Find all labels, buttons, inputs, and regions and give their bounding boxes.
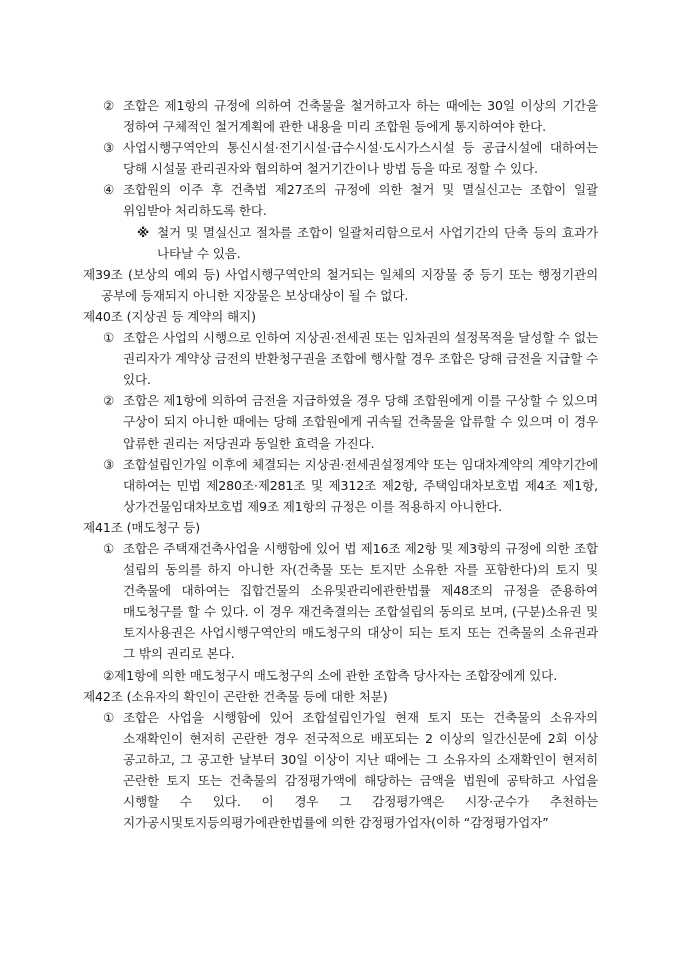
- clause-paragraph: [83, 707, 598, 834]
- paragraph-text: 조합은 제1항에 의하여 금전을 지급하였을 경우 당해 조합원에게 이를 구상할 수 있으며 구상이 되지 아니한 때에는 당해 조합원에게 귀속될 건축물을 압류할 수 있으며 이 경우 압류한 권리는 저당권과 동일한 효력을 가진다.: [123, 393, 598, 451]
- paragraph-text: 제42조 (소유자의 확인이 곤란한 건축물 등에 대한 처분): [83, 688, 388, 704]
- clause-marker: ②: [103, 393, 115, 409]
- paragraph-text: ②제1항에 의한 매도청구시 매도청구의 소에 관한 조합측 당사자는 조합장에게 있다.: [103, 667, 558, 683]
- paragraph-text: 제39조 (보상의 예외 등) 사업시행구역안의 철거되는 일체의 지장물 중 등기 또는 행정기관의 공부에 등재되지 아니한 지장물은 보상대상이 될 수 없다.: [83, 266, 598, 303]
- clause-marker: ③: [103, 140, 115, 156]
- clause-paragraph: [83, 454, 598, 517]
- clause-paragraph: [83, 665, 598, 686]
- paragraph-text: 철거 및 멸실신고 절차를 조합이 일괄처리함으로서 사업기간의 단축 등의 효과가 나타날 수 있음.: [157, 224, 598, 261]
- paragraph-text: 사업시행구역안의 통신시설·전기시설·급수시설·도시가스시설 등 공급시설에 대하여는 당해 시설물 관리권자와 협의하여 철거기간이나 방법 등을 따로 정할 수 있다.: [123, 140, 598, 177]
- paragraph-text: 조합은 사업을 시행함에 있어 조합설립인가일 현재 토지 또는 건축물의 소유자의 소재확인이 현저히 곤란한 경우 전국적으로 배포되는 2 이상의 일간신문에 2회 이상 공고하고, 그 공고한 날부터 30일 이상이 지난 때에는 그 소유자의 소재확인이 현저히 곤란한 토지 또는 건축물의 감정평가액에 해당하는 금액을 법원에 공탁하고 사업을 시행할 수 있다. 이 경우 그 감정평가액은 시장·군수가 추천하는 지가공시및토지등의평가에관한법률에 의한 감정평가업자(이하 “감정평가업자”: [123, 709, 598, 831]
- clause-marker: ②: [103, 98, 115, 113]
- article-paragraph: [83, 264, 598, 306]
- clause-marker: ※: [137, 224, 150, 240]
- clause-paragraph: [83, 95, 598, 137]
- article-heading: [83, 517, 598, 538]
- paragraph-text: 조합설립인가일 이후에 체결되는 지상권·전세권설정계약 또는 임대차계약의 계약기간에 대하여는 민법 제280조·제281조 및 제312조 제2항, 주택임대차보호법 제4조 제1항, 상가건물임대차보호법 제9조 제1항의 규정은 이를 적용하지 아니한다.: [123, 456, 598, 514]
- paragraph-text: 조합원의 이주 후 건축법 제27조의 규정에 의한 철거 및 멸실신고는 조합이 일괄 위임받아 처리하도록 한다.: [123, 182, 598, 219]
- paragraph-text: 조합은 제1항의 규정에 의하여 건축물을 철거하고자 하는 때에는 30일 이상의 기간을 정하여 구체적인 철거계획에 관한 내용을 미리 조합원 등에게 통지하여야 한다.: [123, 98, 598, 135]
- clause-paragraph: [83, 137, 598, 179]
- paragraph-text: 조합은 주택재건축사업을 시행함에 있어 법 제16조 제2항 및 제3항의 규정에 의한 조합 설립의 동의를 하지 아니한 자(건축물 또는 토지만 소유한 자를 포함한다)의 토지 및 건축물에 대하여는 집합건물의 소유및관리에관한법률 제48조의 규정을 준용하여 매도청구를 할 수 있다. 이 경우 재건축결의는 조합설립의 동의로 보며, (구분)소유권 및 토지사용권은 사업시행구역안의 매도청구의 대상이 되는 토지 또는 건축물의 소유권과 그 밖의 권리로 본다.: [123, 540, 598, 662]
- paragraph-text: 조합은 사업의 시행으로 인하여 지상권·전세권 또는 임차권의 설정목적을 달성할 수 없는 권리자가 계약상 금전의 반환청구권을 조합에 행사할 경우 조합은 당해 금전을 지급할 수 있다.: [123, 330, 598, 388]
- clause-marker: ①: [103, 540, 115, 556]
- clause-paragraph: [83, 327, 598, 390]
- clause-marker: ①: [103, 330, 115, 346]
- clause-marker: ④: [103, 182, 115, 198]
- clause-paragraph: [83, 538, 598, 665]
- clause-paragraph: [83, 390, 598, 453]
- clause-paragraph: [83, 179, 598, 221]
- article-heading: [83, 686, 598, 707]
- clause-marker: ①: [103, 709, 115, 725]
- article-heading: [83, 306, 598, 327]
- clause-marker: ③: [103, 456, 115, 472]
- paragraph-text: 제41조 (매도청구 등): [83, 519, 201, 535]
- note-paragraph: [83, 222, 598, 264]
- paragraph-text: 제40조 (지상권 등 계약의 해지): [83, 308, 256, 324]
